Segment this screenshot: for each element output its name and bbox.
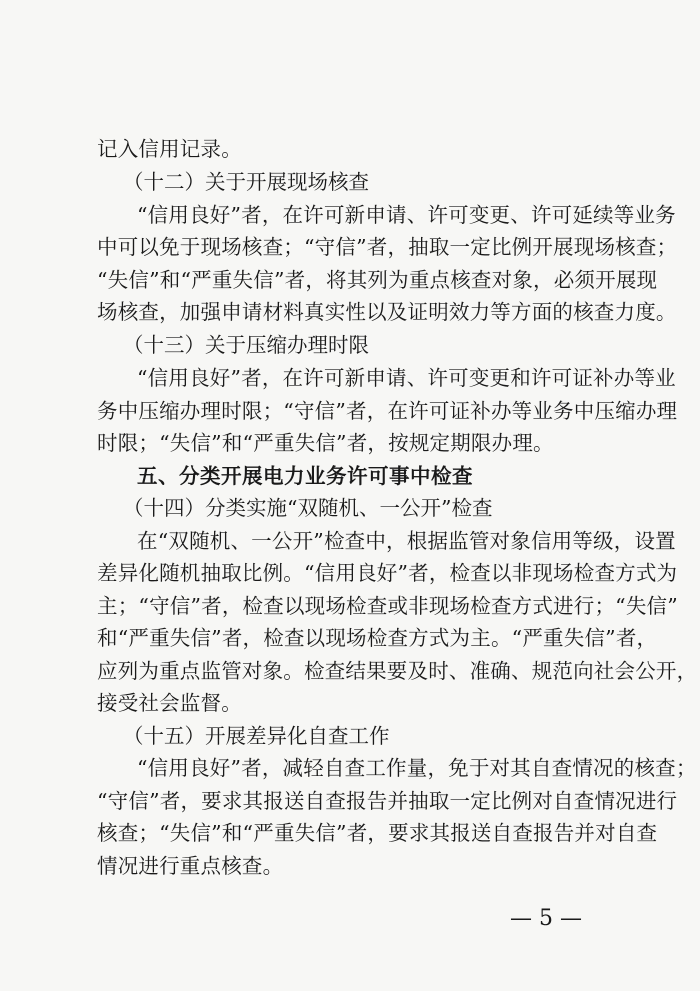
paragraph-line: 接受社会监督。 — [97, 691, 242, 715]
paragraph-line: “信用良好”者，在许可新申请、许可变更、许可延续等业务 — [137, 203, 676, 227]
section-heading-14: （十四）分类实施“双随机、一公开”检查 — [123, 496, 493, 520]
paragraph-line: 应列为重点监管对象。检查结果要及时、准确、规范向社会公开， — [97, 659, 698, 683]
paragraph-line: 中可以免于现场核查；“守信”者，抽取一定比例开展现场核查； — [97, 235, 678, 259]
paragraph-line: 情况进行重点核查。 — [97, 854, 284, 878]
chapter-heading-5: 五、分类开展电力业务许可事中检查 — [137, 464, 473, 488]
paragraph-line: “信用良好”者，在许可新申请、许可变更和许可证补办等业 — [137, 366, 676, 390]
section-heading-12: （十二）关于开展现场核查 — [123, 170, 369, 194]
paragraph-line: 差异化随机抽取比例。“信用良好”者，检查以非现场检查方式为 — [97, 561, 678, 585]
paragraph-line: 时限；“失信”和“严重失信”者，按规定期限办理。 — [97, 431, 554, 455]
section-heading-13: （十三）关于压缩办理时限 — [123, 333, 369, 357]
paragraph-line: “失信”和“严重失信”者，将其列为重点核查对象，必须开展现 — [97, 268, 658, 292]
paragraph-line: “信用良好”者，减轻自查工作量，免于对其自查情况的核查； — [137, 756, 697, 780]
section-heading-15: （十五）开展差异化自查工作 — [123, 724, 390, 748]
paragraph-line: 在“双随机、一公开”检查中，根据监管对象信用等级，设置 — [137, 529, 676, 553]
paragraph-line: 和“严重失信”者，检查以现场检查方式为主。“严重失信”者， — [97, 626, 658, 650]
paragraph-line: 务中压缩办理时限；“守信”者，在许可证补办等业务中压缩办理 — [97, 399, 678, 423]
paragraph-line: “守信”者，要求其报送自查报告并抽取一定比例对自查情况进行 — [97, 789, 678, 813]
paragraph-line: 场核查，加强申请材料真实性以及证明效力等方面的核查力度。 — [97, 300, 677, 324]
paragraph-line: 核查；“失信”和“严重失信”者，要求其报送自查报告并对自查 — [97, 821, 658, 845]
paragraph-line: 主；“守信”者，检查以现场检查或非现场检查方式进行；“失信” — [97, 594, 678, 618]
paragraph-line: 记入信用记录。 — [97, 137, 242, 161]
page-number: — 5 — — [510, 906, 582, 931]
